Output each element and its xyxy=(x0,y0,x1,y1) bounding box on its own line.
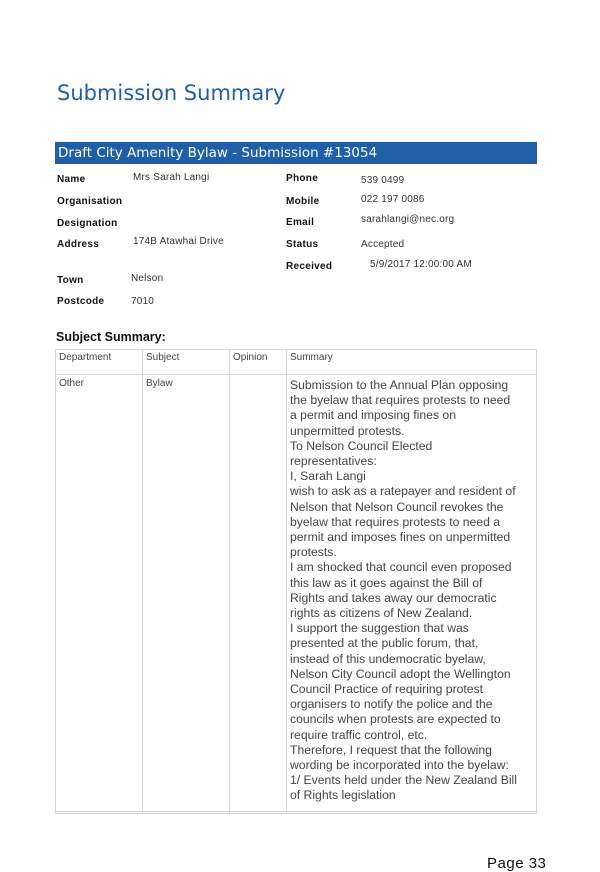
summary-line: the byelaw that requires protests to need xyxy=(290,393,511,408)
summary-line: unpermitted protests. xyxy=(290,423,405,438)
name-label: Name xyxy=(57,174,86,185)
summary-header: Summary xyxy=(287,350,537,375)
received-value: 5/9/2017 12:00:00 AM xyxy=(370,259,472,270)
table-header-row xyxy=(56,350,537,375)
subject-cell: Bylaw xyxy=(143,375,230,814)
bottom-divider xyxy=(55,811,537,812)
department-cell: Other xyxy=(56,375,143,814)
address-label: Address xyxy=(57,239,100,250)
summary-line: presented at the public forum, that, xyxy=(290,636,479,651)
opinion-header: Opinion xyxy=(230,350,287,375)
summary-line: Nelson that Nelson Council revokes the xyxy=(290,499,504,514)
summary-line: require traffic control, etc. xyxy=(290,727,428,742)
subject-summary-table xyxy=(55,349,537,814)
department-header: Department xyxy=(56,350,143,375)
subject-header: Subject xyxy=(143,350,230,375)
summary-line: Rights and takes away our democratic xyxy=(290,590,497,605)
summary-line: of Rights legislation xyxy=(290,788,396,803)
summary-line: I am shocked that council even proposed xyxy=(290,560,512,575)
summary-line: a permit and imposing fines on xyxy=(290,408,456,423)
subject-summary-heading: Subject Summary: xyxy=(56,330,166,344)
email-value: sarahlangi@nec.org xyxy=(361,214,455,225)
email-label: Email xyxy=(286,217,315,228)
town-value: Nelson xyxy=(131,273,164,284)
summary-line: 1/ Events held under the New Zealand Bill xyxy=(290,773,517,788)
summary-line: permit and imposes fines on unpermitted xyxy=(290,530,511,545)
phone-value: 539 0499 xyxy=(361,175,405,186)
page-number: Page 33 xyxy=(487,855,547,872)
summary-line: councils when protests are expected to xyxy=(290,712,501,727)
phone-label: Phone xyxy=(286,173,319,184)
summary-line: Submission to the Annual Plan opposing xyxy=(290,378,509,392)
summary-line: I support the suggestion that was xyxy=(290,621,469,636)
summary-line: wish to ask as a ratepayer and resident of xyxy=(290,484,516,499)
designation-label: Designation xyxy=(57,218,118,229)
name-value: Mrs Sarah Langi xyxy=(133,172,210,183)
mobile-label: Mobile xyxy=(286,196,320,207)
opinion-cell xyxy=(230,375,287,814)
summary-line: organisers to notify the police and the xyxy=(290,697,493,712)
summary-line: I, Sarah Langi xyxy=(290,469,366,484)
status-label: Status xyxy=(286,239,319,250)
summary-line: To Nelson Council Elected xyxy=(290,438,433,453)
postcode-value: 7010 xyxy=(131,296,155,307)
summary-line: this law as it goes against the Bill of xyxy=(290,575,483,590)
summary-line: instead of this undemocratic byelaw, xyxy=(290,651,486,666)
postcode-label: Postcode xyxy=(57,296,105,307)
address-value: 174B Atawhai Drive xyxy=(133,236,224,247)
town-label: Town xyxy=(57,275,84,286)
submission-banner: Draft City Amenity Bylaw - Submission #13054 xyxy=(55,142,537,164)
summary-line: byelaw that requires protests to need a xyxy=(290,514,501,529)
summary-line: Nelson City Council adopt the Wellington xyxy=(290,666,511,681)
status-value: Accepted xyxy=(361,239,405,250)
table-row xyxy=(56,375,537,814)
summary-cell xyxy=(287,375,537,814)
summary-line: protests. xyxy=(290,545,337,560)
summary-line: representatives: xyxy=(290,454,377,469)
organisation-label: Organisation xyxy=(57,196,123,207)
mobile-value: 022 197 0086 xyxy=(361,194,425,205)
summary-line: rights as citizens of New Zealand. xyxy=(290,606,473,621)
page-title: Submission Summary xyxy=(57,81,286,105)
summary-line: wording be incorporated into the byelaw: xyxy=(290,758,509,773)
summary-line: Therefore, I request that the following xyxy=(290,742,492,757)
summary-line: Council Practice of requiring protest xyxy=(290,682,484,697)
received-label: Received xyxy=(286,261,333,272)
